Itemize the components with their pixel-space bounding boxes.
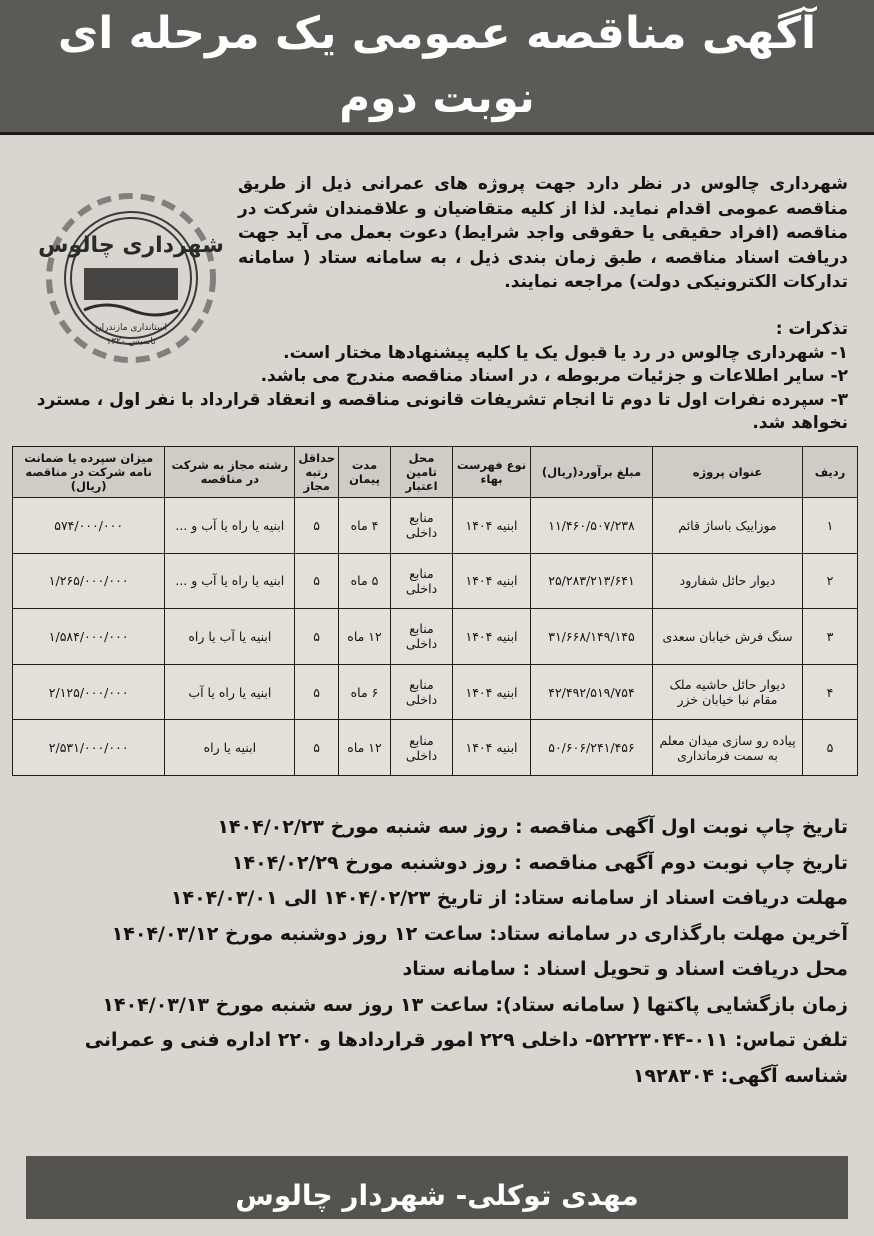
logo-year-text: تاسیس ۱۳۲۰ [106, 337, 156, 347]
table-cell: ۲۵/۲۸۳/۲۱۳/۶۴۱ [531, 553, 653, 609]
notice-header [0, 0, 874, 135]
projects-table [12, 446, 858, 776]
table-cell: ابنیه ۱۴۰۴ [453, 553, 531, 609]
col-header: رشته مجاز به شرکت در مناقصه [165, 447, 295, 498]
table-cell: ۱/۵۸۴/۰۰۰/۰۰۰ [13, 609, 165, 665]
table-cell: ابنیه ۱۴۰۴ [453, 664, 531, 720]
note-item-3: ۳- سپرده نفرات اول تا دوم تا انجام تشریفات قانونی مناقصه و انعقاد قرارداد با نفر اول ، مسترد نخواهد شد. [36, 389, 848, 433]
notice-id: شناسه آگهی: ۱۹۲۸۳۰۴ [632, 1064, 848, 1087]
notice-round: نوبت دوم [339, 73, 535, 122]
intro-text: جهت پروژه های عمرانی ذیل از طریق مناقصه عمومی اقدام نماید. لذا از کلیه متقاضیان و علاقمندان شرکت در مناقصه (افراد حقیقی یا حقوقی واجد شرایط) دعوت بعمل می آید جهت دریافت اسناد مناقصه ، طبق زمان بندی ذیل ، به سامانه ستاد ( سامانه تدارکات الکترونیکی دولت) مراجعه نمایند. [238, 174, 848, 292]
col-header: مبلغ برآورد(ریال) [531, 447, 653, 498]
table-cell: منابع داخلی [391, 609, 453, 665]
intro-paragraph [238, 172, 848, 295]
table-cell: ۵ ماه [339, 553, 391, 609]
table-cell: ۲ [803, 553, 858, 609]
table-header-row [13, 447, 858, 498]
table-cell: پیاده رو سازی میدان معلم به سمت فرمانداری [653, 720, 803, 776]
second-print-date: تاریخ چاپ نوبت دوم آگهی مناقصه : روز دوشنبه مورخ ۱۴۰۴/۰۲/۲۹ [231, 851, 848, 874]
note-item-2: ۲- سایر اطلاعات و جزئیات مربوطه ، در اسناد مناقصه مندرج می باشد. [260, 366, 848, 386]
table-cell: ابنیه ۱۴۰۴ [453, 720, 531, 776]
table-cell: ۴ ماه [339, 498, 391, 554]
table-cell: ۵ [803, 720, 858, 776]
table-cell: ۵۰/۶۰۶/۲۴۱/۴۵۶ [531, 720, 653, 776]
table-cell: ۱۲ ماه [339, 720, 391, 776]
col-header: حداقل رتبه مجاز [295, 447, 339, 498]
intro-lead: شهرداری چالوس در نظر دارد [586, 174, 848, 194]
table-cell: موزاییک باساژ قائم [653, 498, 803, 554]
table-cell: منابع داخلی [391, 553, 453, 609]
document-location: محل دریافت اسناد و تحویل اسناد : سامانه ستاد [402, 958, 848, 980]
table-cell: ۱ [803, 498, 858, 554]
table-cell: ابنیه یا راه [165, 720, 295, 776]
first-print-date: تاریخ چاپ نوبت اول آگهی مناقصه : روز سه شنبه مورخ ۱۴۰۴/۰۲/۲۳ [217, 816, 848, 838]
table-cell: ۳۱/۶۶۸/۱۴۹/۱۴۵ [531, 609, 653, 665]
table-cell: ۳ [803, 609, 858, 665]
col-header: نوع فهرست بهاء [453, 447, 531, 498]
table-cell: دیوار حائل شفارود [653, 553, 803, 609]
contact-phone: تلفن تماس: ۰۱۱-۵۲۲۲۳۰۴۴- داخلی ۲۲۹ امور قراردادها و ۲۲۰ اداره فنی و عمرانی [84, 1029, 848, 1051]
table-cell: ۴۲/۴۹۲/۵۱۹/۷۵۴ [531, 664, 653, 720]
table-cell: ابنیه یا آب یا راه [165, 609, 295, 665]
logo-main-text: شهرداری چالوس [38, 233, 224, 258]
table-cell: ابنیه ۱۴۰۴ [453, 498, 531, 554]
table-cell: ۵ [295, 498, 339, 554]
notes-section [28, 318, 848, 436]
table-cell: دیوار حائل حاشیه ملک مقام نبا خیابان خزر [653, 664, 803, 720]
table-cell: ۱۲ ماه [339, 609, 391, 665]
table-cell: ۲/۵۳۱/۰۰۰/۰۰۰ [13, 720, 165, 776]
table-cell: ۵۷۴/۰۰۰/۰۰۰ [13, 498, 165, 554]
notice-title: آگهی مناقصه عمومی یک مرحله ای [57, 8, 817, 59]
upload-deadline: آخرین مهلت بارگذاری در سامانه ستاد: ساعت ۱۲ روز دوشنبه مورخ ۱۴۰۴/۰۳/۱۲ [111, 922, 848, 945]
notes-title: تذکرات : [775, 319, 848, 339]
mayor-signature: مهدی توکلی- شهردار چالوس [235, 1179, 639, 1212]
table-row [13, 664, 858, 720]
table-row [13, 498, 858, 554]
table-cell: ابنیه یا راه یا آب و ... [165, 553, 295, 609]
table-cell: منابع داخلی [391, 720, 453, 776]
table-row [13, 609, 858, 665]
table-cell: ۵ [295, 664, 339, 720]
table-row [13, 553, 858, 609]
table-cell: ۵ [295, 720, 339, 776]
col-header: محل تامین اعتبار [391, 447, 453, 498]
col-header: میزان سپرده یا ضمانت نامه شرکت در مناقصه (ریال) [13, 447, 165, 498]
table-cell: ابنیه یا راه یا آب [165, 664, 295, 720]
document-download-period: مهلت دریافت اسناد از سامانه ستاد: از تاریخ ۱۴۰۴/۰۲/۲۳ الی ۱۴۰۴/۰۳/۰۱ [170, 887, 848, 909]
table-cell: ابنیه یا راه یا آب و ... [165, 498, 295, 554]
table-cell: ۴ [803, 664, 858, 720]
table-cell: ابنیه ۱۴۰۴ [453, 609, 531, 665]
table-row [13, 720, 858, 776]
schedule-section [18, 810, 848, 1094]
note-item-1: ۱- شهرداری چالوس در رد یا قبول یک یا کلیه پیشنهادها مختار است. [283, 342, 848, 363]
table-cell: ۵ [295, 609, 339, 665]
table-cell: ۱۱/۴۶۰/۵۰۷/۲۳۸ [531, 498, 653, 554]
table-cell: ۶ ماه [339, 664, 391, 720]
logo-ring-text: استانداری مازندران [94, 323, 168, 333]
col-header: مدت پیمان [339, 447, 391, 498]
signature-banner [26, 1156, 848, 1219]
table-cell: ۱/۲۶۵/۰۰۰/۰۰۰ [13, 553, 165, 609]
col-header: ردیف [803, 447, 858, 498]
table-cell: منابع داخلی [391, 498, 453, 554]
table-cell: ۵ [295, 553, 339, 609]
envelope-opening-time: زمان بازگشایی پاکتها ( سامانه ستاد): ساعت ۱۳ روز سه شنبه مورخ ۱۴۰۴/۰۳/۱۳ [102, 993, 848, 1016]
table-cell: منابع داخلی [391, 664, 453, 720]
table-cell: ۲/۱۲۵/۰۰۰/۰۰۰ [13, 664, 165, 720]
col-header: عنوان پروژه [653, 447, 803, 498]
table-cell: سنگ فرش خیابان سعدی [653, 609, 803, 665]
